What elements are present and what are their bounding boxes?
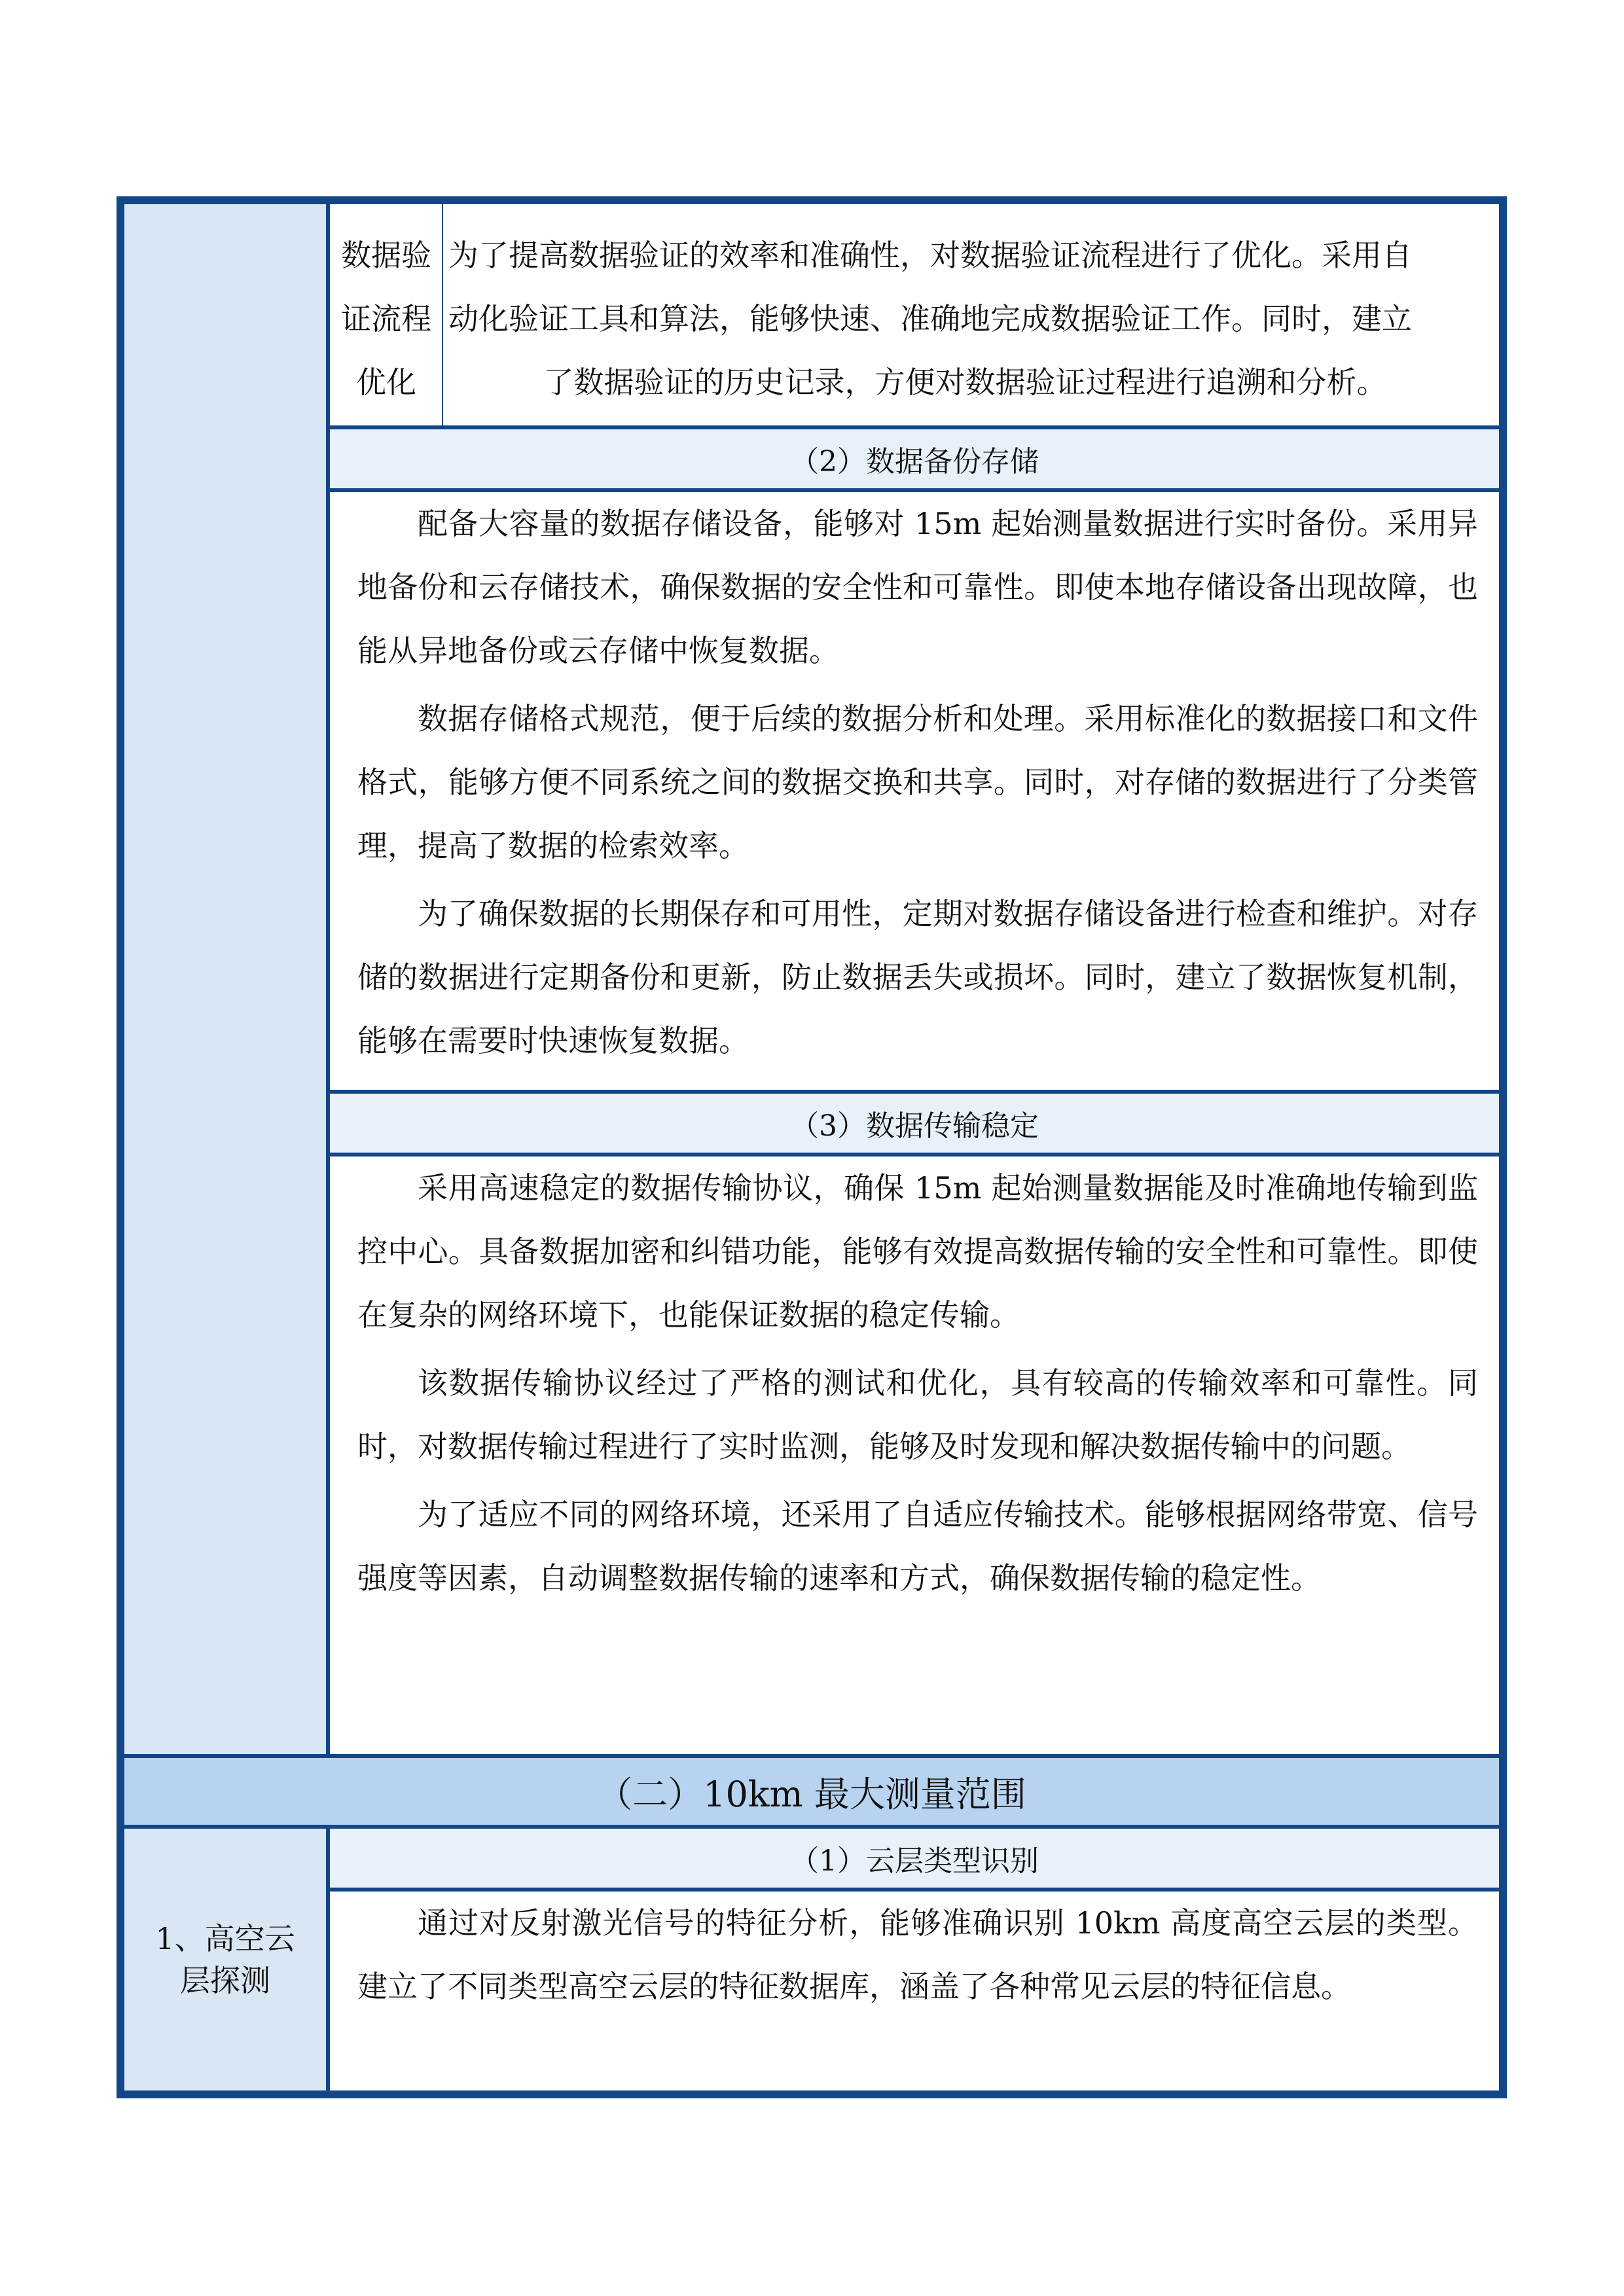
text-line: 为了提高数据验证的效率和准确性，对数据验证流程进行了优化。采用自 xyxy=(448,238,1412,273)
paragraph: 采用高速稳定的数据传输协议，确保 15m 起始测量数据能及时准确地传输到监控中心。具备数据加密和纠错功能，能够有效提高数据传输的安全性和可靠性。即使在复杂的网络环境下，也能保证数据的稳定传输。 xyxy=(357,1170,1478,1333)
transmission-body xyxy=(330,1157,1499,1754)
section-heading: （二）10km 最大测量范围 xyxy=(597,1773,1026,1815)
paragraph: 配备大容量的数据存储设备，能够对 15m 起始测量数据进行实时备份。采用异地备份和云存储技术，确保数据的安全性和可靠性。即使本地存储设备出现故障，也能从异地备份或云存储中恢复数据。 xyxy=(357,506,1478,668)
subheading-text: （3）数据传输稳定 xyxy=(790,1109,1039,1143)
label-line: 优化 xyxy=(356,365,416,400)
paragraph: 该数据传输协议经过了严格的测试和优化，具有较高的传输效率和可靠性。同时，对数据传输过程进行了实时监测，能够及时发现和解决数据传输中的问题。 xyxy=(357,1365,1478,1464)
subheading-transmission xyxy=(330,1094,1499,1153)
subheading-text: （1）云层类型识别 xyxy=(790,1844,1039,1878)
paragraph: 通过对反射激光信号的特征分析，能够准确识别 10km 高度高空云层的类型。建立了不同类型高空云层的特征数据库，涵盖了各种常见云层的特征信息。 xyxy=(357,1905,1478,2004)
paragraph: 为了适应不同的网络环境，还采用了自适应传输技术。能够根据网络带宽、信号强度等因素，自动调整数据传输的速率和方式，确保数据传输的稳定性。 xyxy=(357,1497,1478,1596)
category-label-line: 层探测 xyxy=(180,1963,270,1998)
row-label-validation xyxy=(330,204,442,425)
left-category-cell-cloud xyxy=(124,1829,326,2090)
paragraph: 数据存储格式规范，便于后续的数据分析和处理。采用标准化的数据接口和文件格式，能够方便不同系统之间的数据交换和共享。同时，对存储的数据进行了分类管理，提高了数据的检索效率。 xyxy=(357,701,1478,863)
left-category-cell-top xyxy=(124,204,326,1754)
text-line: 动化验证工具和算法，能够快速、准确地完成数据验证工作。同时，建立 xyxy=(448,301,1412,336)
label-line: 证流程 xyxy=(341,301,431,336)
category-label-line: 1、高空云 xyxy=(155,1921,295,1956)
subheading-text: （2）数据备份存储 xyxy=(790,445,1039,478)
label-line: 数据验 xyxy=(341,238,431,273)
backup-body xyxy=(330,492,1499,1090)
paragraph: 为了确保数据的长期保存和可用性，定期对数据存储设备进行检查和维护。对存储的数据进行定期备份和更新，防止数据丢失或损坏。同时，建立了数据恢复机制，能够在需要时快速恢复数据。 xyxy=(357,896,1478,1058)
subheading-backup xyxy=(330,429,1499,488)
section-heading-band xyxy=(124,1758,1499,1825)
subheading-cloud-type xyxy=(330,1829,1499,1888)
cloud-type-body xyxy=(330,1892,1499,2090)
row-text-validation xyxy=(443,204,1499,425)
text-line: 了数据验证的历史记录，方便对数据验证过程进行追溯和分析。 xyxy=(543,365,1387,400)
